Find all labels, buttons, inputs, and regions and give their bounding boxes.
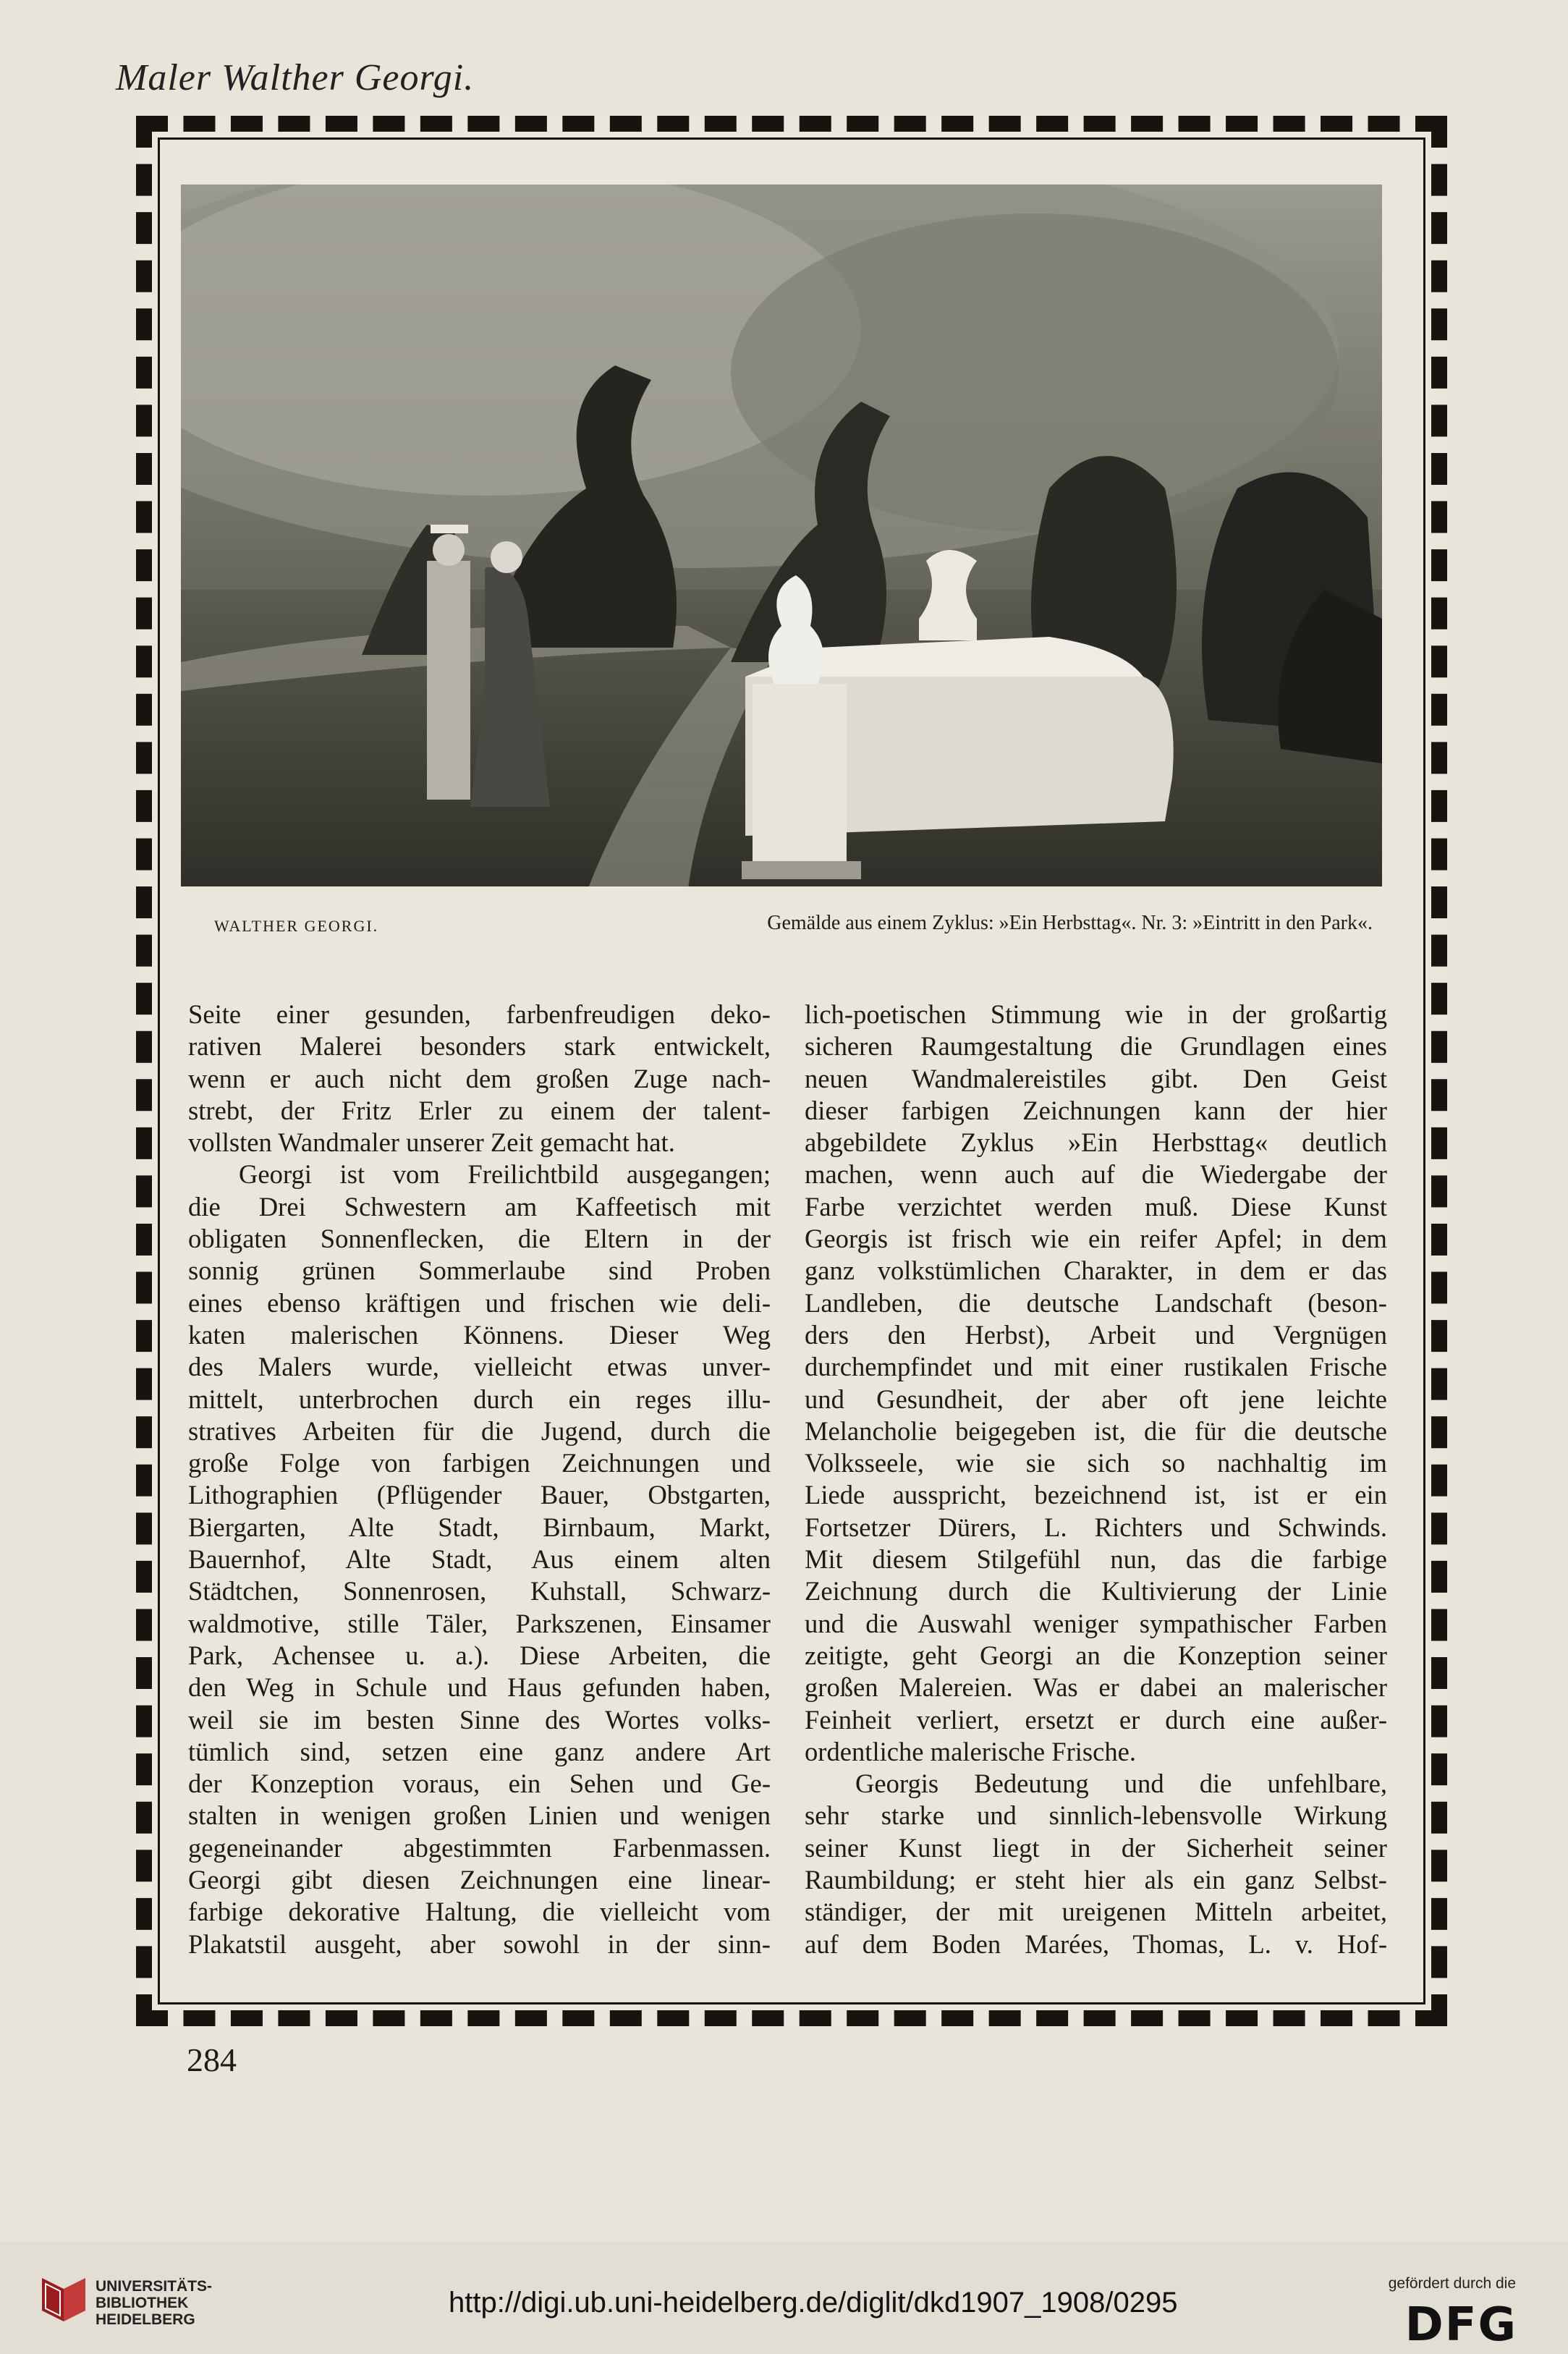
text-line: Lithographien (Pflügender Bauer, Obstgarten,	[188, 1480, 771, 1510]
text-line: Biergarten, Alte Stadt, Birnbaum, Markt,	[188, 1512, 771, 1542]
text-line: Georgi ist vom Freilichtbild ausgegangen;	[239, 1159, 771, 1190]
text-column-left	[188, 999, 771, 1960]
text-line: Bauernhof, Alte Stadt, Aus einem alten	[188, 1544, 771, 1575]
text-column-right	[805, 999, 1387, 1960]
text-line: zeitigte, geht Georgi an die Konzeption seiner	[805, 1640, 1387, 1670]
text-line: des Malers wurde, vielleicht etwas unver-	[188, 1352, 771, 1382]
text-line: Liede ausspricht, bezeichnend ist, ist er ein	[805, 1480, 1387, 1510]
text-line: machen, wenn auch auf die Wiedergabe der	[805, 1159, 1387, 1190]
funding-label: gefördert durch die	[1388, 2275, 1516, 2292]
text-line: neuen Wandmalereistiles gibt. Den Geist	[805, 1063, 1387, 1093]
text-line: eines ebenso kräftigen und frischen wie deli-	[188, 1287, 771, 1318]
text-line: Feinheit verliert, ersetzt er durch eine außer-	[805, 1704, 1387, 1735]
figure-artist: WALTHER GEORGI.	[214, 917, 379, 935]
text-line: große Folge von farbigen Zeichnungen und	[188, 1448, 771, 1478]
text-line: rativen Malerei besonders stark entwickelt,	[188, 1031, 771, 1062]
text-line: vollsten Wandmaler unserer Zeit gemacht hat.	[188, 1127, 675, 1158]
text-line: farbige dekorative Haltung, die vielleicht vom	[188, 1897, 771, 1927]
text-line: Plakatstil ausgeht, aber sowohl in der sinn-	[188, 1928, 771, 1959]
university-library-name	[96, 2278, 212, 2328]
digitization-footer	[0, 2242, 1568, 2354]
text-line: seiner Kunst liegt in der Sicherheit seiner	[805, 1832, 1387, 1863]
text-line: der Konzeption voraus, ein Sehen und Ge-	[188, 1769, 771, 1799]
text-line: und die Auswahl weniger sympathischer Farben	[805, 1608, 1387, 1638]
text-line: sehr starke und sinnlich-lebensvolle Wirkung	[805, 1800, 1387, 1831]
text-line: die Drei Schwestern am Kaffeetisch mit	[188, 1191, 771, 1222]
text-line: Seite einer gesunden, farbenfreudigen deko-	[188, 999, 771, 1029]
text-line: lich-poetischen Stimmung wie in der großartig	[805, 999, 1387, 1029]
text-line: tümlich sind, setzen eine ganz andere Art	[188, 1736, 771, 1766]
page-number: 284	[187, 2041, 237, 2078]
library-line: BIBLIOTHEK	[96, 2295, 189, 2311]
text-line: Landleben, die deutsche Landschaft (beson-	[805, 1287, 1387, 1318]
text-line: strebt, der Fritz Erler zu einem der talent-	[188, 1095, 771, 1125]
text-line: weil sie im besten Sinne des Wortes volks-	[188, 1704, 771, 1735]
text-line: dieser farbigen Zeichnungen kann der hier	[805, 1095, 1387, 1125]
text-line: Zeichnung durch die Kultivierung der Linie	[805, 1576, 1387, 1606]
text-line: ordentliche malerische Frische.	[805, 1736, 1137, 1766]
text-line: sicheren Raumgestaltung die Grundlagen eines	[805, 1031, 1387, 1062]
text-line: Mit diesem Stilgefühl nun, das die farbige	[805, 1544, 1387, 1575]
text-line: abgebildete Zyklus »Ein Herbsttag« deutlich	[805, 1127, 1387, 1158]
text-line: mittelt, unterbrochen durch ein reges illu-	[188, 1384, 771, 1414]
figure-caption: Gemälde aus einem Zyklus: »Ein Herbsttag«. Nr. 3: »Eintritt in den Park«.	[767, 912, 1373, 934]
text-line: auf dem Boden Marées, Thomas, L. v. Hof-	[805, 1928, 1387, 1959]
text-line: Georgi gibt diesen Zeichnungen eine linear-	[188, 1865, 771, 1895]
text-line: obligaten Sonnenflecken, die Eltern in der	[188, 1224, 771, 1254]
text-line: und Gesundheit, der aber oft jene leichte	[805, 1384, 1387, 1414]
library-line: HEIDELBERG	[96, 2311, 195, 2328]
text-line: Georgis Bedeutung und die unfehlbare,	[855, 1769, 1387, 1799]
library-line: UNIVERSITÄTS-	[96, 2278, 213, 2295]
text-line: stalten in wenigen großen Linien und wenigen	[188, 1800, 771, 1831]
dfg-logo[interactable]: DFG	[1404, 2298, 1517, 2352]
university-library-logo-icon[interactable]	[35, 2271, 93, 2329]
text-line: Raumbildung; er steht hier als ein ganz Selbst-	[805, 1865, 1387, 1895]
text-line: großen Malereien. Was er dabei an malerischer	[805, 1672, 1387, 1703]
text-line: stratives Arbeiten für die Jugend, durch die	[188, 1415, 771, 1446]
text-line: Georgis ist frisch wie ein reifer Apfel; in dem	[805, 1224, 1387, 1254]
text-line: waldmotive, stille Täler, Parkszenen, Einsamer	[188, 1608, 771, 1638]
painting-illustration	[181, 185, 1382, 886]
text-line: katen malerischen Könnens. Dieser Weg	[188, 1319, 771, 1350]
text-line: Volksseele, wie sie sich so nachhaltig im	[805, 1448, 1387, 1478]
text-line: Farbe verzichtet werden muß. Diese Kunst	[805, 1191, 1387, 1222]
running-title: Maler Walther Georgi.	[116, 57, 475, 98]
text-line: den Weg in Schule und Haus gefunden haben,	[188, 1672, 771, 1703]
text-line: Fortsetzer Dürers, L. Richters und Schwinds.	[805, 1512, 1387, 1542]
text-line: Städtchen, Sonnenrosen, Kuhstall, Schwarz-	[188, 1576, 771, 1606]
text-line: Melancholie beigegeben ist, die für die deutsche	[805, 1415, 1387, 1446]
permalink-url[interactable]: http://digi.ub.uni-heidelberg.de/diglit/dkd1907_1908/0295	[449, 2287, 1178, 2319]
text-line: gegeneinander abgestimmten Farbenmassen.	[188, 1832, 771, 1863]
text-line: wenn er auch nicht dem großen Zuge nach-	[188, 1063, 771, 1093]
text-line: ständiger, der mit ureigenen Mitteln arbeitet,	[805, 1897, 1387, 1927]
painting-scene	[181, 185, 1382, 886]
text-line: sonnig grünen Sommerlaube sind Proben	[188, 1256, 771, 1286]
text-line: Park, Achensee u. a.). Diese Arbeiten, die	[188, 1640, 771, 1670]
text-line: ders den Herbst), Arbeit und Vergnügen	[805, 1319, 1387, 1350]
text-line: ganz volkstümlichen Charakter, in dem er das	[805, 1256, 1387, 1286]
text-line: durchempfindet und mit einer rustikalen Frische	[805, 1352, 1387, 1382]
